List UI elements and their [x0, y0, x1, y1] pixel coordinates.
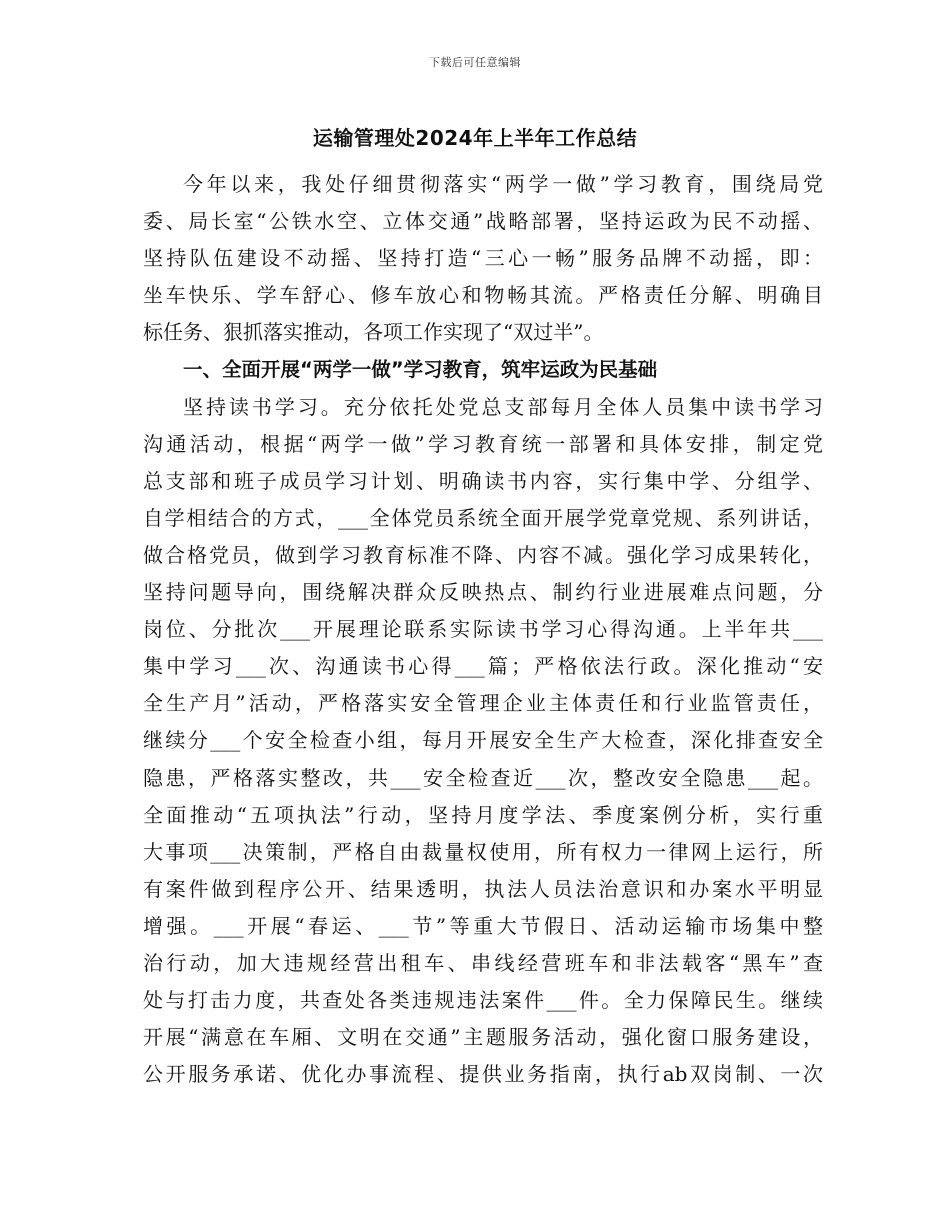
paragraph-line: 集中学习___次、沟通读书心得___篇；严格依法行政。深化推动“安 — [143, 654, 823, 679]
paragraph-line: 公开服务承诺、优化办事流程、提供业务指南，执行ab双岗制、一次 — [143, 1062, 823, 1087]
paragraph-line: 全生产月”活动，严格落实安全管理企业主体责任和行业监管责任， — [143, 691, 823, 716]
document-body — [143, 166, 823, 1093]
paragraph-line: 岗位、分批次___开展理论联系实际读书学习心得沟通。上半年共___ — [143, 617, 823, 642]
paragraph-line: 增强。___开展“春运、___节”等重大节假日、活动运输市场集中整 — [143, 913, 823, 938]
paragraph-line: 开展“满意在车厢、文明在交通”主题服务活动，强化窗口服务建设， — [143, 1025, 823, 1050]
section-heading: 一、全面开展“两学一做”学习教育，筑牢运政为民基础 — [183, 358, 658, 382]
paragraph-line: 大事项___决策制，严格自由裁量权使用，所有权力一律网上运行，所 — [143, 839, 823, 864]
paragraph-line: 标任务、狠抓落实推动，各项工作实现了“双过半”。 — [143, 320, 604, 345]
paragraph-line: 有案件做到程序公开、结果透明，执法人员法治意识和办案水平明显 — [143, 876, 823, 901]
header-note: 下载后可任意编辑 — [429, 56, 521, 69]
paragraph-line: 全面推动“五项执法”行动，坚持月度学法、季度案例分析，实行重 — [143, 802, 823, 827]
paragraph-line: 继续分___个安全检查小组，每月开展安全生产大检查，深化排查安全 — [143, 728, 823, 753]
paragraph-line: 做合格党员，做到学习教育标准不降、内容不减。强化学习成果转化， — [143, 542, 823, 567]
document-title: 运输管理处2024年上半年工作总结 — [312, 126, 638, 150]
paragraph-line: 坚持读书学习。充分依托处党总支部每月全体人员集中读书学习 — [183, 394, 823, 419]
paragraph-line: 坚持问题导向，围绕解决群众反映热点、制约行业进展难点问题，分 — [143, 580, 823, 605]
paragraph-line: 总支部和班子成员学习计划、明确读书内容，实行集中学、分组学、 — [143, 468, 823, 493]
paragraph-line: 沟通活动，根据“两学一做”学习教育统一部署和具体安排，制定党 — [143, 431, 823, 456]
paragraph-line: 处与打击力度，共查处各类违规违法案件___件。全力保障民生。继续 — [143, 988, 823, 1013]
paragraph-line: 坚持队伍建设不动摇、坚持打造“三心一畅”服务品牌不动摇，即： — [143, 246, 823, 271]
paragraph-line: 治行动，加大违规经营出租车、串线经营班车和非法载客“黑车”查 — [143, 950, 823, 975]
paragraph-line: 坐车快乐、学车舒心、修车放心和物畅其流。严格责任分解、明确目 — [143, 283, 823, 308]
paragraph-line: 隐患，严格落实整改，共___安全检查近___次，整改安全隐患___起。 — [143, 765, 823, 790]
paragraph-line: 自学相结合的方式，___全体党员系统全面开展学党章党规、系列讲话， — [143, 505, 823, 530]
paragraph-line: 今年以来，我处仔细贯彻落实“两学一做”学习教育，围绕局党 — [183, 172, 823, 196]
paragraph-line: 委、局长室“公铁水空、立体交通”战略部署，坚持运政为民不动摇、 — [143, 209, 823, 234]
